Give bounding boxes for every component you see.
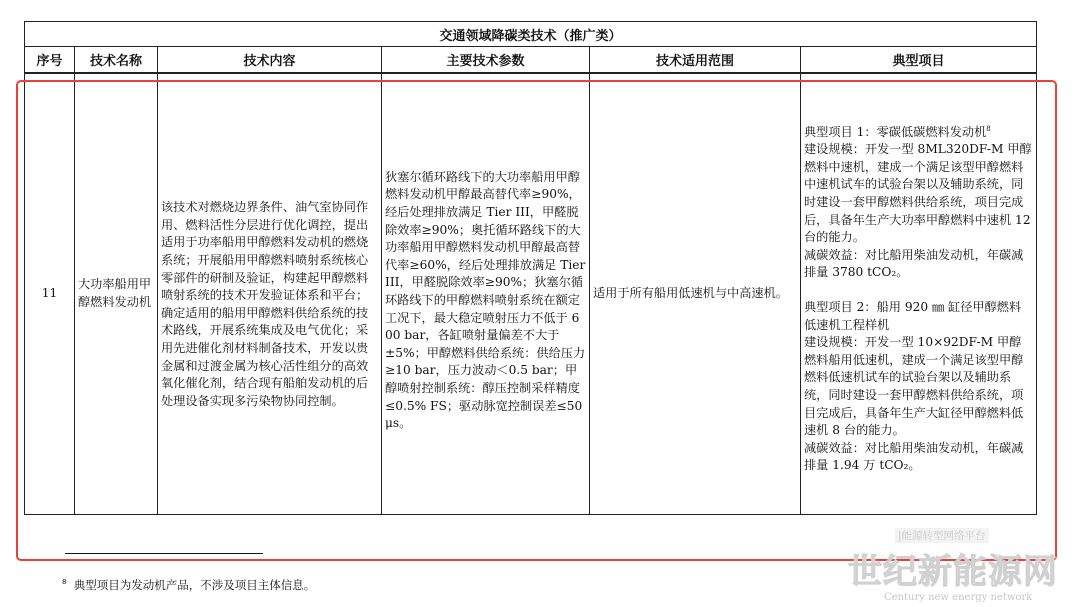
project-2-title: 典型项目 2：船用 920 ㎜ 缸径甲醇燃料低速机工程样机 [804,299,1022,332]
row-tech-content: 该技术对燃烧边界条件、油气室协同作用、燃料活性分层进行优化调控，提出适用于功率船用甲醇燃料发动机的燃烧系统；开展船用甲醇燃料喷射系统核心零部件的研制及验证，构建起甲醇燃料喷射系统的技术开发验证体系和平台；确定适用的船用甲醇燃料供给系统的技术路线，开展系统集成及电气优化；采用先进催化剂材料制备技术，开发以贵金属和过渡金属为核心活性组分的高效氧化催化剂，结合现有船舶发动机的后处理设备实现多污染物协同控制。 [158,73,382,514]
watermark-logo-text: 世纪新能源网 [848,552,1058,592]
header-tech-scope: 技术适用范围 [590,47,801,74]
table-title: 交通领域降碳类技术（推广类） [25,22,1037,47]
row-number: 11 [25,73,75,514]
footnote-number: 8 [62,578,67,587]
footnote-divider [65,553,263,554]
project-1-scale: 建设规模：开发一型 8ML320DF-M 甲醇燃料中速机，建成一个满足该型甲醇燃料中速机试车的试验台架以及辅助系统，同时建设一套甲醇燃料供给系统，项目完成后，具备年生产大功率甲醇燃料中速机 12 台的能力。 [804,142,1032,245]
project-2-scale: 建设规模：开发一型 10×92DF-M 甲醇燃料船用低速机，建成一个满足该型甲醇燃料低速机试车的试验台架以及辅助系统，同时建设一套甲醇燃料供给系统，项目完成后，具备年生产大缸径甲醇燃料低速机 8 台的能力。 [804,335,1024,438]
watermark-english: Century new energy network [884,592,1033,603]
footnote [62,577,315,593]
header-number: 序号 [25,47,75,74]
project-1-title: 典型项目 1：零碳低碳燃料发动机 [804,124,987,139]
footnote-mark: 8 [986,124,991,133]
project-1 [804,121,1033,282]
header-tech-content: 技术内容 [158,47,382,74]
technology-table [24,21,1037,515]
row-tech-parameters: 狄塞尔循环路线下的大功率船用甲醇燃料发动机甲醇最高替代率≥90%，经后处理排放满足 Tier III，甲醛脱除效率≥90%；奥托循环路线下的大功率船用甲醇燃料发动机甲醇最高替代率≥60%，经后处理排放满足 Tier III，甲醛脱除效率≥90%；狄塞尔循环路线下的甲醇燃料喷射系统在额定工况下，最大稳定喷射压力不低于 600 bar，各缸喷射量偏差不大于±5%；甲醇燃料供给系统：供给压力≥10 bar，压力波动＜0.5 bar；甲醇喷射控制系统：醇压控制采样精度≤0.5% FS；驱动脉宽控制误差≤50 μs。 [382,73,590,514]
project-2 [804,299,1033,475]
project-1-title-line [804,121,1033,142]
project-1-benefit: 减碳效益：对比船用柴油发动机，年碳减排量 3780 tCO₂。 [804,247,1024,280]
row-tech-name: 大功率船用甲醇燃料发动机 [75,73,158,514]
watermark-tag: |能源转型网络平台 [895,528,989,543]
row-typical-projects [801,73,1037,514]
footnote-text: 典型项目为发动机产品，不涉及项目主体信息。 [73,578,316,592]
row-tech-scope: 适用于所有船用低速机与中高速机。 [590,73,801,514]
header-typical-projects: 典型项目 [801,47,1037,74]
header-tech-name: 技术名称 [75,47,158,74]
table-row [25,73,1037,514]
header-tech-parameters: 主要技术参数 [382,47,590,74]
project-2-benefit: 减碳效益：对比船用柴油发动机，年碳减排量 1.94 万 tCO₂。 [804,440,1024,473]
